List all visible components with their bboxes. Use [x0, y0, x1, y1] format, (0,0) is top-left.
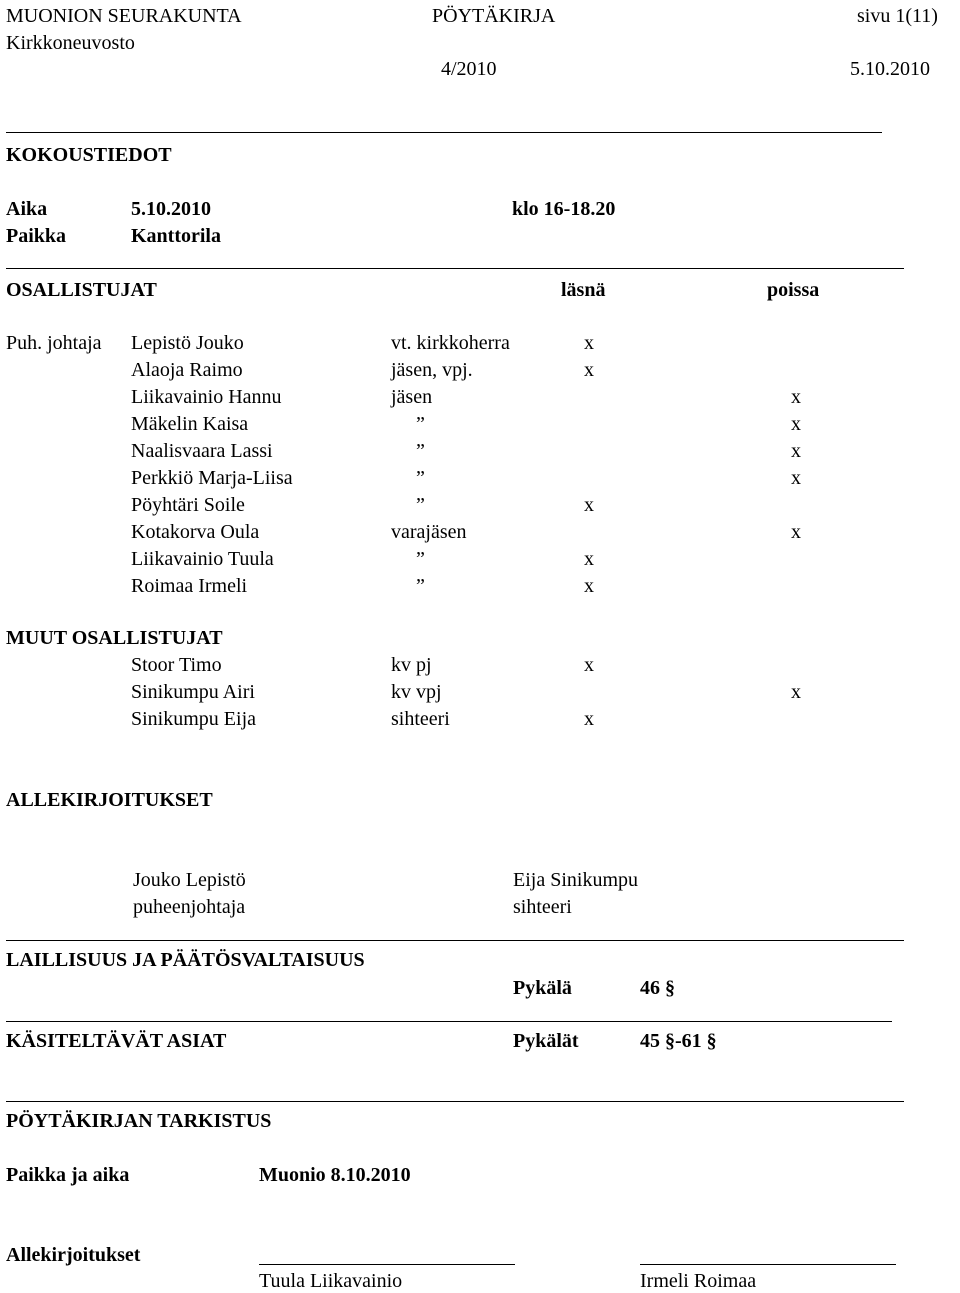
participant-name: Mäkelin Kaisa — [131, 413, 249, 435]
participant-name: Lepistö Jouko — [131, 332, 244, 354]
present-mark: x — [584, 575, 594, 597]
divider — [6, 1021, 892, 1022]
participant-role: ” — [416, 575, 425, 597]
legality-heading: LAILLISUUS JA PÄÄTÖSVALTAISUUS — [6, 949, 365, 971]
absent-mark: x — [791, 521, 801, 543]
participant-name: Sinikumpu Airi — [131, 681, 255, 703]
participant-name: Pöyhtäri Soile — [131, 494, 245, 516]
participant-role: kv vpj — [391, 681, 442, 703]
participant-name: Roimaa Irmeli — [131, 575, 248, 597]
chair-signature-name: Jouko Lepistö — [133, 869, 246, 891]
other-participants-heading: MUUT OSALLISTUJAT — [6, 627, 223, 649]
participant-role: sihteeri — [391, 708, 450, 730]
meeting-date: 5.10.2010 — [131, 198, 211, 220]
present-mark: x — [584, 654, 594, 676]
absent-mark: x — [791, 386, 801, 408]
header-date: 5.10.2010 — [850, 58, 930, 80]
meeting-hours: klo 16-18.20 — [512, 198, 616, 220]
participant-name: Stoor Timo — [131, 654, 222, 676]
review-place-label: Paikka ja aika — [6, 1164, 130, 1186]
chair-label: Puh. johtaja — [6, 332, 102, 354]
divider — [6, 132, 882, 133]
absent-mark: x — [791, 681, 801, 703]
review-signer-left: Tuula Liikavainio — [259, 1270, 403, 1292]
agenda-section-value: 45 §-61 § — [640, 1030, 717, 1052]
chair-signature-title: puheenjohtaja — [133, 896, 246, 918]
participant-name: Naalisvaara Lassi — [131, 440, 273, 462]
minutes-number: 4/2010 — [441, 58, 497, 80]
signatures-heading: ALLEKIRJOITUKSET — [6, 789, 213, 811]
signature-line-right — [640, 1264, 896, 1265]
participant-role: ” — [416, 548, 425, 570]
secretary-signature-title: sihteeri — [513, 896, 572, 918]
secretary-signature-name: Eija Sinikumpu — [513, 869, 638, 891]
divider — [6, 940, 904, 941]
present-mark: x — [584, 494, 594, 516]
participant-role: kv pj — [391, 654, 432, 676]
page-number: sivu 1(11) — [857, 5, 938, 27]
participant-role: vt. kirkkoherra — [391, 332, 510, 354]
time-label: Aika — [6, 198, 48, 220]
legality-section-label: Pykälä — [513, 977, 572, 999]
absent-mark: x — [791, 413, 801, 435]
participant-role: jäsen — [391, 386, 433, 408]
column-present: läsnä — [561, 279, 606, 301]
review-place-value: Muonio 8.10.2010 — [259, 1164, 411, 1186]
participant-role: ” — [416, 440, 425, 462]
participant-role: ” — [416, 467, 425, 489]
absent-mark: x — [791, 467, 801, 489]
org-name: MUONION SEURAKUNTA — [6, 5, 242, 27]
participant-role: ” — [416, 413, 425, 435]
participant-name: Alaoja Raimo — [131, 359, 243, 381]
participant-name: Kotakorva Oula — [131, 521, 260, 543]
participant-name: Liikavainio Hannu — [131, 386, 282, 408]
review-signer-right: Irmeli Roimaa — [640, 1270, 757, 1292]
agenda-heading: KÄSITELTÄVÄT ASIAT — [6, 1030, 227, 1052]
place-label: Paikka — [6, 225, 67, 247]
divider — [6, 1101, 904, 1102]
participant-role: jäsen, vpj. — [391, 359, 473, 381]
review-heading: PÖYTÄKIRJAN TARKISTUS — [6, 1110, 272, 1132]
present-mark: x — [584, 548, 594, 570]
meeting-heading: KOKOUSTIEDOT — [6, 144, 172, 166]
present-mark: x — [584, 332, 594, 354]
participant-role: varajäsen — [391, 521, 467, 543]
absent-mark: x — [791, 440, 801, 462]
participant-name: Liikavainio Tuula — [131, 548, 274, 570]
participant-name: Perkkiö Marja-Liisa — [131, 467, 293, 489]
column-absent: poissa — [767, 279, 820, 301]
participant-name: Sinikumpu Eija — [131, 708, 256, 730]
meeting-place: Kanttorila — [131, 225, 221, 247]
legality-section-value: 46 § — [640, 977, 675, 999]
participant-role: ” — [416, 494, 425, 516]
body-name: Kirkkoneuvosto — [6, 32, 135, 54]
review-signatures-label: Allekirjoitukset — [6, 1244, 141, 1266]
present-mark: x — [584, 708, 594, 730]
divider — [6, 268, 904, 269]
present-mark: x — [584, 359, 594, 381]
agenda-section-label: Pykälät — [513, 1030, 579, 1052]
signature-line-left — [259, 1264, 515, 1265]
document-type: PÖYTÄKIRJA — [432, 5, 556, 27]
participants-heading: OSALLISTUJAT — [6, 279, 157, 301]
